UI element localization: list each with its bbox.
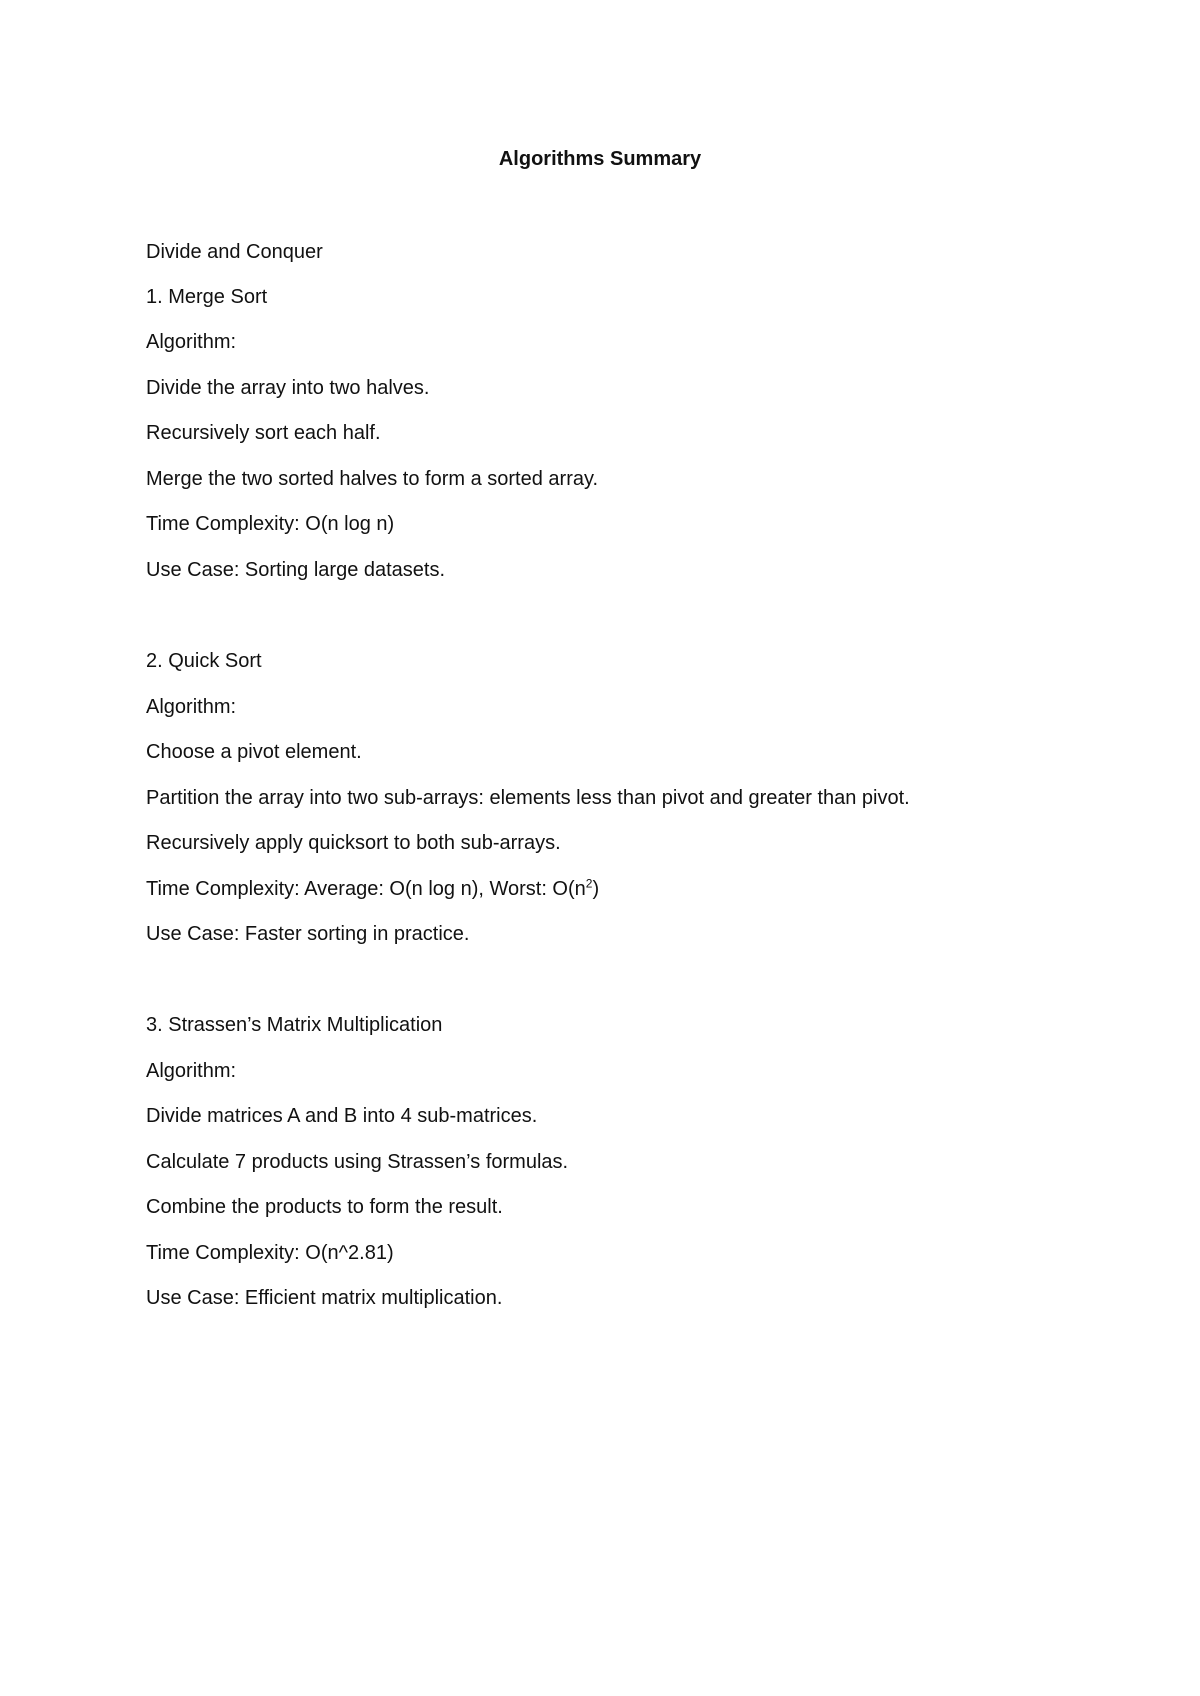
time-complexity: Time Complexity: O(n^2.81) xyxy=(146,1242,394,1264)
algorithm-label: Algorithm: xyxy=(146,331,237,353)
use-case: Use Case: Faster sorting in practice. xyxy=(146,923,470,945)
time-complexity xyxy=(146,876,599,902)
time-complexity-close: ) xyxy=(592,878,600,900)
algorithm-label: Algorithm: xyxy=(146,696,237,718)
algorithm-step: Recursively apply quicksort to both sub-arrays. xyxy=(146,832,561,854)
algorithm-label: Algorithm: xyxy=(146,1060,237,1082)
document-title: Algorithms Summary xyxy=(498,148,702,170)
section-heading-strassen: 3. Strassen’s Matrix Multiplication xyxy=(146,1014,443,1036)
use-case: Use Case: Sorting large datasets. xyxy=(146,559,446,581)
algorithm-step: Recursively sort each half. xyxy=(146,422,381,444)
algorithm-step: Divide the array into two halves. xyxy=(146,377,430,399)
time-complexity-exponent: 2 xyxy=(585,876,593,891)
algorithm-step: Partition the array into two sub-arrays: elements less than pivot and greater than pivot. xyxy=(146,787,910,809)
section-heading-quick-sort: 2. Quick Sort xyxy=(146,650,262,672)
time-complexity-text: Time Complexity: Average: O(n log n), Worst: O(n xyxy=(146,878,586,900)
algorithm-step: Calculate 7 products using Strassen’s formulas. xyxy=(146,1151,569,1173)
time-complexity: Time Complexity: O(n log n) xyxy=(146,513,395,535)
algorithm-step: Combine the products to form the result. xyxy=(146,1196,503,1218)
section-heading-merge-sort: 1. Merge Sort xyxy=(146,286,268,308)
category-heading: Divide and Conquer xyxy=(146,241,323,263)
algorithm-step: Divide matrices A and B into 4 sub-matrices. xyxy=(146,1105,538,1127)
algorithm-step: Choose a pivot element. xyxy=(146,741,362,763)
algorithm-step: Merge the two sorted halves to form a sorted array. xyxy=(146,468,599,490)
use-case: Use Case: Efficient matrix multiplication. xyxy=(146,1287,503,1309)
